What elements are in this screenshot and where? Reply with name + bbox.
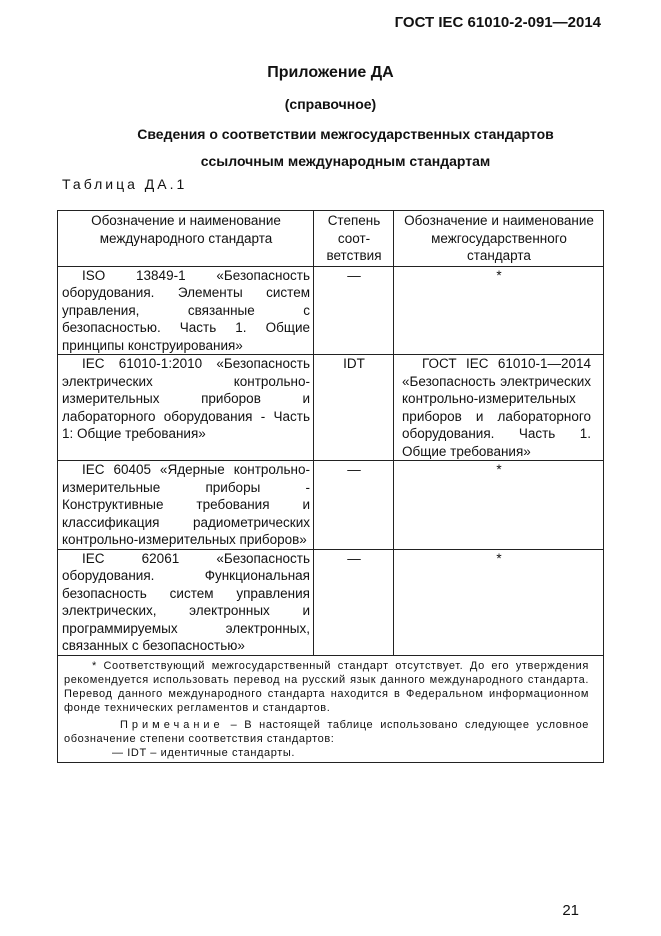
- cell-international-standard: ISO 13849-1 «Безопасность оборудования. Элементы систем управления, связанные с безопасностью. Часть 1. Общие принципы конструирования»: [58, 266, 314, 355]
- cell-degree: —: [314, 266, 394, 355]
- table-row: [58, 355, 604, 461]
- cell-international-standard: IEC 62061 «Безопасность оборудования. Функциональная безопасность систем управления электрических, электронных и программируемых электронных, связанных с безопасностью»: [58, 549, 314, 655]
- appendix-title: Приложение ДА: [267, 64, 394, 81]
- table-row: [58, 461, 604, 550]
- page-number: 21: [562, 902, 579, 919]
- header-international-standard: Обозначение и наименование международного стандарта: [58, 211, 314, 267]
- document-code: ГОСТ IEC 61010-2-091—2014: [394, 14, 601, 31]
- cell-interstate-standard: *: [394, 266, 604, 355]
- table-caption: Таблица ДА.1: [62, 176, 188, 192]
- appendix-heading-line-2: ссылочным международным стандартам: [200, 153, 491, 169]
- cell-degree: —: [314, 549, 394, 655]
- table-row: [58, 266, 604, 355]
- appendix-heading: [0, 121, 661, 175]
- table-notes: [58, 655, 604, 762]
- table-row: [58, 549, 604, 655]
- table-footnote: * Соответствующий межгосударственный стандарт отсутствует. До его утверждения рекомендуется использовать перевод на русский язык данного международного стандарта. Перевод данного международного стандарта находится в Федеральном информационном фонде технических регламентов и стандартов.: [64, 659, 589, 714]
- remark-label: Примечание: [120, 718, 224, 731]
- table-definition: — IDT – идентичные стандарты.: [112, 746, 296, 759]
- header-interstate-standard: Обозначение и наименование межгосударственного стандарта: [394, 211, 604, 267]
- cell-degree: IDT: [314, 355, 394, 461]
- cell-interstate-standard: *: [394, 461, 604, 550]
- header-degree-of-correspondence: Степень соот- ветствия: [314, 211, 394, 267]
- table-header-row: [58, 211, 604, 267]
- cell-international-standard: IEC 60405 «Ядерные контрольно-измерительные приборы - Конструктивные требования и классификация радиометрических контрольно-измерительных приборов»: [58, 461, 314, 550]
- standards-correspondence-table: [57, 210, 604, 763]
- cell-degree: —: [314, 461, 394, 550]
- appendix-kind: (справочное): [284, 96, 377, 112]
- remark-text: – В настоящей таблице использовано следующее условное обозначение степени соответствия стандартов:: [64, 718, 590, 745]
- appendix-heading-line-1: Сведения о соответствии межгосударственных стандартов: [137, 126, 554, 142]
- cell-interstate-standard: ГОСТ IEC 61010-1—2014 «Безопасность электрических контрольно-измерительных приборов и лабораторного оборудования. Часть 1. Общие требования»: [394, 355, 604, 461]
- cell-international-standard: IEC 61010-1:2010 «Безопасность электрических контрольно-измерительных приборов и лабораторного оборудования - Часть 1: Общие требования»: [58, 355, 314, 461]
- table-notes-row: [58, 655, 604, 762]
- cell-interstate-standard: *: [394, 549, 604, 655]
- table-remark: [64, 718, 589, 746]
